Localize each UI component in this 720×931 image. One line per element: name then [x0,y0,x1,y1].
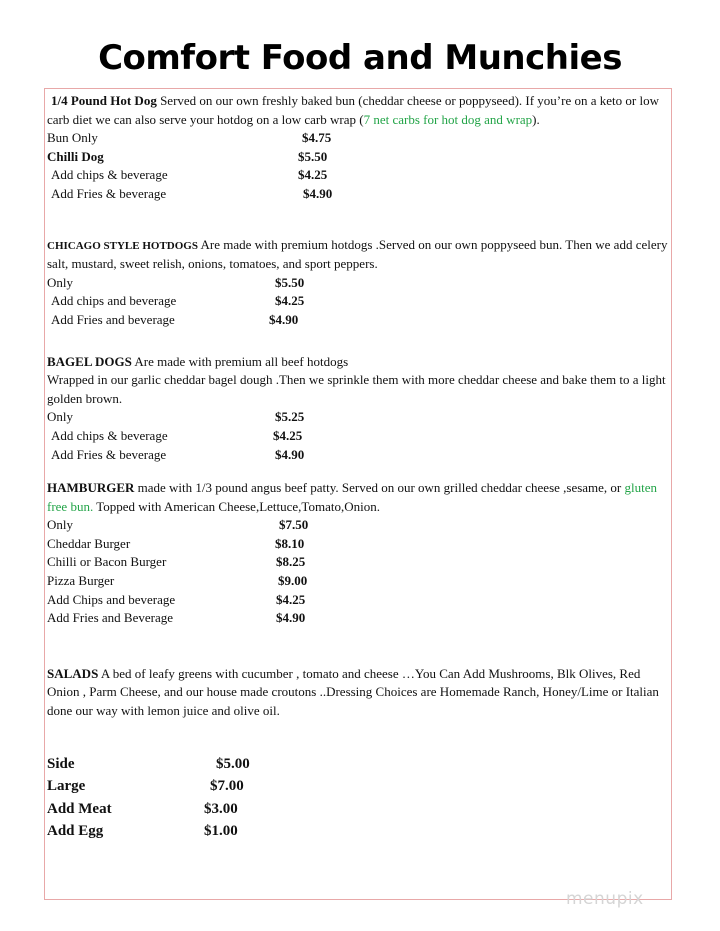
price-row [47,129,671,148]
salads-section [47,665,671,721]
item-price: $3.00 [204,800,238,817]
hotdog-price-list [47,129,671,203]
item-name: Add Fries and beverage [51,311,175,327]
item-price: $8.25 [276,554,306,570]
bagel-price-list [47,408,671,464]
item-price: $7.50 [279,517,309,533]
bagel-description: Wrapped in our garlic cheddar bagel dough .Then we sprinkle them with more cheddar cheese and bake them to a light golden brown. [47,372,666,406]
item-name: Only [47,274,73,290]
item-name: Pizza Burger [47,573,115,589]
burger-heading: HAMBURGER [47,480,135,496]
item-price: $5.50 [275,274,305,290]
item-price: $4.90 [269,311,299,327]
price-row [47,427,671,446]
item-name: Add Chips and beverage [47,591,176,607]
item-price: $9.00 [278,573,308,589]
hotdog-text: Served on our own freshly baked bun (cheddar cheese or poppyseed). If you’re on a keto or low carb diet we can also serve your hotdog on a low carb wrap ( [47,93,659,127]
burger-section [47,479,671,516]
bagel-text: Are made with premium all beef hotdogs [131,353,349,369]
item-name: Add chips & beverage [51,427,168,443]
burger-gluten-free-note: gluten free bun. [47,480,658,514]
chicago-text: Are made with premium hotdogs .Served on our own poppyseed bun. Then we add celery salt, mustard, sweet relish, onions, tomatoes, and sport peppers. [47,236,668,272]
hotdog-carb-note: 7 net carbs for hot dog and wrap [363,111,533,127]
price-row [47,311,671,330]
price-row [47,822,671,845]
burger-price-list [47,516,671,628]
item-name: Only [47,517,73,533]
item-price: $5.50 [298,148,328,164]
item-name: Add chips & beverage [51,167,168,183]
item-name: Cheddar Burger [47,535,131,551]
item-price: $4.90 [275,446,305,462]
item-price: $1.00 [204,823,238,840]
price-row [47,755,671,778]
item-name: Side [47,755,75,772]
item-price: $7.00 [210,778,244,795]
price-row [47,166,671,185]
item-name: Add Meat [47,800,112,817]
burger-text: made with 1/3 pound angus beef patty. Served on our own grilled cheddar cheese ,sesame, or [134,480,625,496]
bagel-section [47,353,671,372]
item-price: $4.75 [302,130,332,146]
salads-heading: SALADS [47,665,99,681]
price-row [47,591,671,610]
chicago-price-list [47,274,671,330]
item-name: Only [47,409,73,425]
price-row [47,553,671,572]
menupix-watermark: menupix [566,889,644,909]
price-row [47,185,671,204]
item-price: $4.25 [276,591,306,607]
item-price: $4.90 [303,185,333,201]
menu-content [47,92,671,845]
item-price: $5.25 [275,409,305,425]
price-row [47,292,671,311]
price-row [47,777,671,800]
price-row [47,408,671,427]
item-name: Add Fries & beverage [51,185,167,201]
price-row [47,609,671,628]
item-price: $5.00 [216,755,250,772]
price-row [47,516,671,535]
hotdog-text-end: ). [532,111,540,127]
price-row [47,800,671,823]
item-price: $4.25 [273,427,303,443]
item-price: $4.25 [275,293,305,309]
item-name: Add Fries and Beverage [47,610,173,626]
item-name: Add Fries & beverage [51,446,167,462]
price-row [47,572,671,591]
item-price: $4.90 [276,610,306,626]
item-name: Large [47,778,86,795]
salads-price-list [47,755,671,845]
price-row [47,274,671,293]
bagel-heading: BAGEL DOGS [47,353,132,369]
menu-title: Comfort Food and Munchies [98,38,622,78]
price-row [47,148,671,167]
burger-text-end: Topped with American Cheese,Lettuce,Tomato,Onion. [93,498,380,514]
price-row [47,446,671,465]
item-price: $4.25 [298,167,328,183]
hotdog-section [47,92,671,129]
salads-text: A bed of leafy greens with cucumber , tomato and cheese …You Can Add Mushrooms, Blk Olives, Red Onion , Parm Cheese, and our house made croutons ..Dressing Choices are Homemade Ranch, Honey/Lime or Italian done our way with lemon juice and olive oil. [47,665,659,719]
chicago-section [47,236,671,274]
hotdog-heading: 1/4 Pound Hot Dog [51,93,157,108]
item-name: Add Egg [47,823,104,840]
item-name: Chilli or Bacon Burger [47,554,167,570]
item-name: Chilli Dog [47,148,104,164]
chicago-heading: CHICAGO STYLE HOTDOGS [47,239,198,252]
price-row [47,535,671,554]
item-name: Bun Only [47,130,98,146]
item-price: $8.10 [275,535,305,551]
item-name: Add chips and beverage [51,293,177,309]
